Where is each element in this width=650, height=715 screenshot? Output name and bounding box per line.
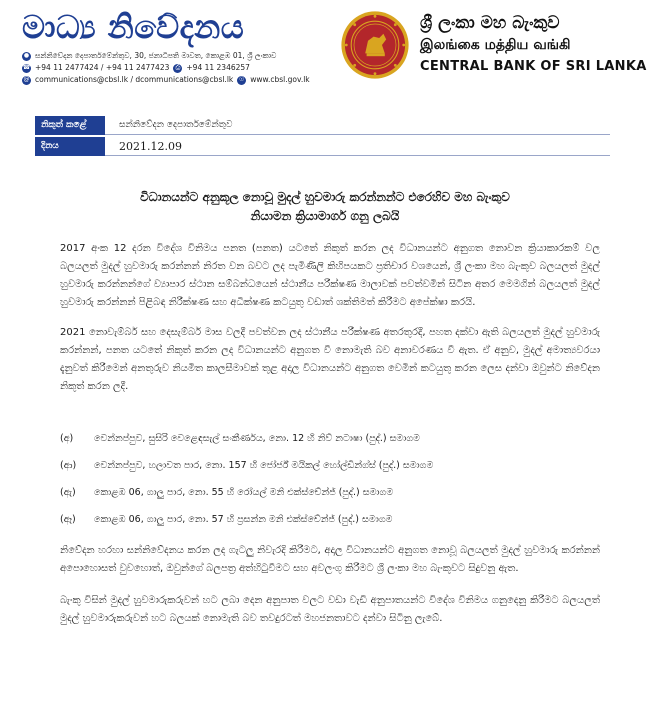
issued-by-label: නිකුත් කළේ xyxy=(35,116,105,135)
press-release-header xyxy=(0,0,650,110)
list-marker: (ආ) xyxy=(60,460,77,471)
list-marker: (ඈ) xyxy=(60,514,76,525)
headline-line-2: නියාමන ක්‍රියාමාර්ග ගනු ලබයි xyxy=(250,209,400,223)
list-item xyxy=(60,457,600,479)
address-text: සන්නිවේදන දෙපාර්තමේන්තුව, 30, ජනාධිපති මාවත, කොළඹ 01, ශ්‍රී ලංකාව xyxy=(35,51,277,60)
document-title: මාධ්‍ය නිවේදනය xyxy=(22,8,245,46)
bank-name-english: CENTRAL BANK OF SRI LANKA xyxy=(420,59,647,74)
body-section-2 xyxy=(60,542,600,642)
paragraph-1: 2017 අංක 12 දරන විදේශ විනිමය පනත (පනත) යටතේ නිකුත් කරන ලද විධානයන්ට අනුගත නොවන ක්‍රියාකාරකම් වල බලයලත් මුදල් හුවමාරු කරන්නන් නිරත වන බවට ලද පැමිණිලි කිහිපයකට ප්‍රතිචාර වශයෙන්, ශ්‍රී ලංකා මහ බැංකුව බලයලත් මුදල් හුවමාරු කරන්නන්ගේ ව්‍යාපාර ස්ථාන සම්බන්ධයෙන් ස්ථානීය පරීක්ෂණ මාලාවක් පවත්වමින් සිටින අතර මෙමගින් බලයලත් මුදල් හුවමාරු කරන්නන් පිළිබඳ නිරීක්ෂණ සහ අධීක්ෂණ කටයුතු වඩාත් ශක්තිමත් කිරීමට අපේක්ෂා කරයි. xyxy=(60,243,600,308)
paragraph-4: බැංකු විසින් මුදල් හුවමාරුකරුවන් හට ලබා දෙන අනුපාත වලට වඩා වැඩි අනුපාතයන්ට විදේශ විනිමය ගනුදෙනු කිරීමට බලයලත් මුදල් හුවමාරුකරුවන් හට බලයක් නොමැති බව තවදුරටත් මහජනතාවට දන්වා සිටිනු ලැබේ. xyxy=(60,595,600,624)
company-list xyxy=(60,430,600,538)
list-item-text: කොළඹ 06, ගාලු පාර, නො. 57 හි ප්‍රසන්න මනි එක්ස්චේන්ජ් (පුද්.) සමාගම xyxy=(94,514,393,525)
web-icon: ☉ xyxy=(239,76,245,83)
bank-name-block xyxy=(420,12,645,78)
headline xyxy=(60,188,590,226)
phone-text[interactable]: +94 11 2477424 / +94 11 2477423 xyxy=(35,63,170,72)
body-section-1 xyxy=(60,240,600,408)
phone-icon: ☎ xyxy=(22,64,31,71)
paragraph-3: නිවේදන හරහා සන්නිවේදනය කරන ලද ගැටලු නිවැරදි කිරීමට, අදාල විධානයන්ට අනුගත නොවූ බලයලත් මුදල් හුවමාරු කරන්නන් අපොහොසත් වුවහොත්, ඔවුන්ගේ බලපත්‍ර අත්හිටුවීමට සහ අවලංගු කිරීමට ශ්‍රී ලංකා මහ බැංකුවට සිදුවනු ඇත. xyxy=(60,545,600,574)
list-item-text: වෙන්නප්පුව, සුසිරි වෙළෙඳසැල් සංකීර්ණය, නො. 12 හි නිව් නටාෂා (පුද්.) සමාගම xyxy=(94,433,421,444)
list-item-text: කොළඹ 06, ගාලු පාර, නො. 55 හි රෝයල් මනි එක්ස්චේන්ජ් (පුද්.) සමාගම xyxy=(94,487,394,498)
bank-name-sinhala: ශ්‍රී ලංකා මහ බැංකුව xyxy=(420,13,560,33)
contact-block xyxy=(22,50,310,86)
location-pin-icon: ● xyxy=(23,52,30,59)
address-row xyxy=(22,50,310,62)
list-item xyxy=(60,511,600,533)
email-text[interactable]: communications@cbsl.lk / dcommunications@cbsl.lk xyxy=(35,75,234,84)
issued-by-row xyxy=(35,116,610,135)
central-bank-seal-icon xyxy=(340,10,410,80)
list-item-text: වෙන්නප්පුව, හලාවත පාර, නො. 157 හි ජෝර්ජ් මයිකල් හෝල්ඩින්ග්ස් (පුද්.) සමාගම xyxy=(94,460,434,471)
list-item xyxy=(60,484,600,506)
paragraph-2: 2021 නොවැම්බර් සහ දෙසැම්බර් මාස වලදී පවත්වන ලද ස්ථානීය පරීක්ෂණ අතරතුරදී, පහත දක්වා ඇති බලයලත් මුදල් හුවමාරු කරන්නන්, පනත යටතේ නිකුත් කරන ලද විධානයන්ට අනුගත වී නොමැති බව අනාවරණය වී ඇත. ඒ අනුව, මුදල් අමාත්‍යවරයා දැනුවත් කිරීමෙන් අනතුරුව නියමිත කාලසීමාවක් තුළ අදාල විධානයන්ට අනුගත වෙමින් කටයුතු කරන ලෙස දන්වා ඔවුන්ට නිවේදන නිකුත් කරන ලදී. xyxy=(60,327,600,392)
issued-by-value: සන්නිවේදන දෙපාර්තමේන්තුව xyxy=(105,116,610,135)
fax-text: +94 11 2346257 xyxy=(186,63,250,72)
date-label: දිනය xyxy=(35,137,105,156)
contact-links-row xyxy=(22,74,310,86)
list-marker: (ඇ) xyxy=(60,487,76,498)
headline-line-1: විධානයන්ට අනුකූල නොවූ මුදල් හුවමාරු කරන්නන්ට එරෙහිව මහ බැංකුව xyxy=(140,190,510,204)
email-icon: @ xyxy=(23,76,30,83)
fax-icon: ⎙ xyxy=(173,64,182,73)
date-row xyxy=(35,137,610,156)
release-meta xyxy=(35,116,610,158)
date-value: 2021.12.09 xyxy=(105,137,610,156)
phone-row xyxy=(22,62,310,74)
website-link[interactable]: www.cbsl.gov.lk xyxy=(250,75,310,84)
list-marker: (අ) xyxy=(60,433,74,444)
list-item xyxy=(60,430,600,452)
bank-name-tamil: இலங்கை மத்திய வங்கி xyxy=(420,37,571,53)
